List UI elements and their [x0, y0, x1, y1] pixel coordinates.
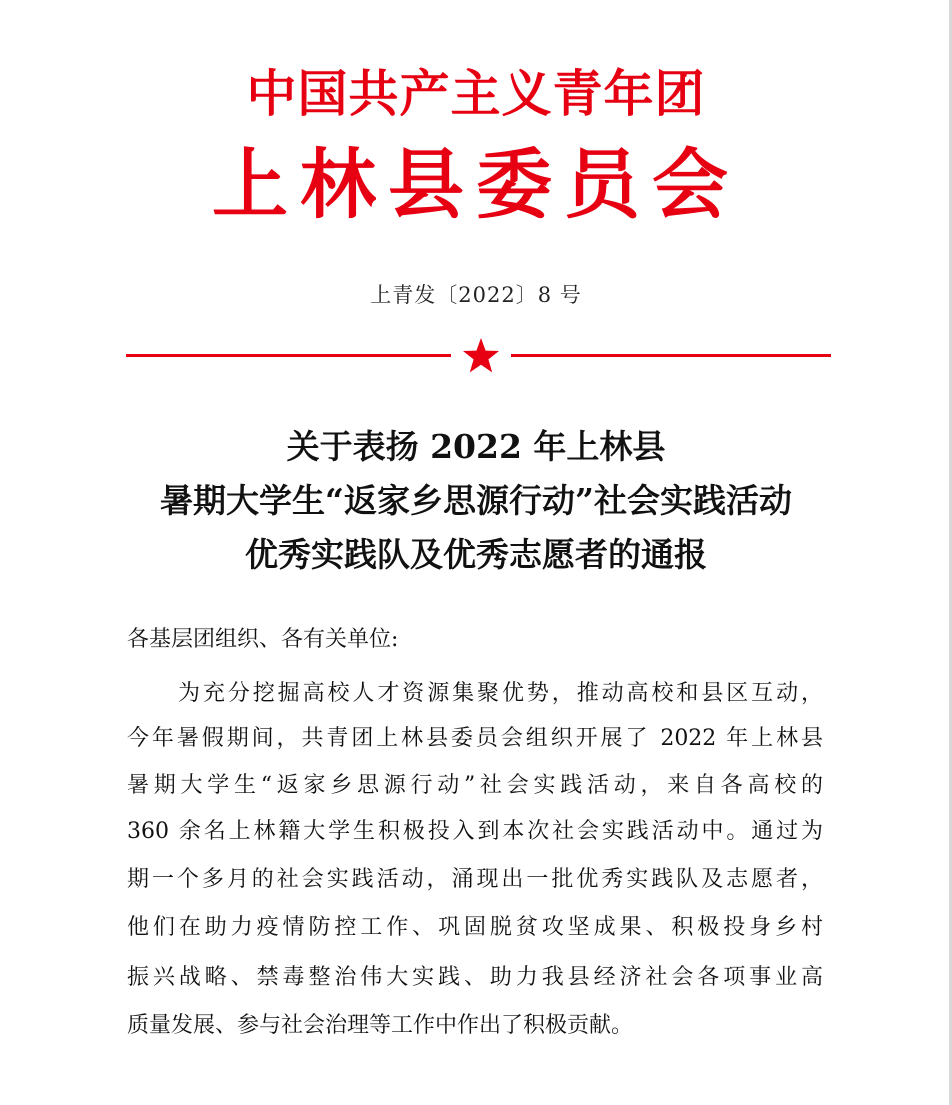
paragraph-line: 为充分挖掘高校人才资源集聚优势，推动高校和县区互动， — [178, 681, 823, 706]
issuing-org-name: 中国共产主义青年团 — [246, 65, 706, 123]
document-number: 上青发〔2022〕8 号 — [370, 283, 582, 307]
red-rule-right — [511, 354, 831, 357]
red-rule-left — [126, 354, 451, 357]
title-line: 关于表扬 2022 年上林县 — [286, 427, 666, 466]
salutation: 各基层团组织、各有关单位: — [127, 627, 399, 652]
paragraph-line: 今年暑假期间，共青团上林县委员会组织开展了 2022 年上林县 — [127, 726, 823, 751]
paragraph-line: 暑期大学生“返家乡思源行动”社会实践活动，来自各高校的 — [127, 773, 823, 798]
paragraph-line: 期一个多月的社会实践活动，涌现出一批优秀实践队及志愿者， — [127, 867, 823, 892]
paragraph-line: 360 余名上林籍大学生积极投入到本次社会实践活动中。通过为 — [127, 819, 823, 844]
document-title — [0, 420, 952, 582]
paragraph-line: 质量发展、参与社会治理等工作中作出了积极贡献。 — [127, 1013, 634, 1038]
paragraph-line: 振兴战略、禁毒整治伟大实践、助力我县经济社会各项事业高 — [127, 965, 823, 990]
title-line: 优秀实践队及优秀志愿者的通报 — [245, 535, 707, 574]
issuing-org-committee: 上林县委员会 — [212, 140, 740, 229]
title-line: 暑期大学生“返家乡思源行动”社会实践活动 — [160, 481, 792, 520]
paragraph-line: 他们在助力疫情防控工作、巩固脱贫攻坚成果、积极投身乡村 — [127, 915, 823, 940]
star-icon — [461, 336, 501, 376]
